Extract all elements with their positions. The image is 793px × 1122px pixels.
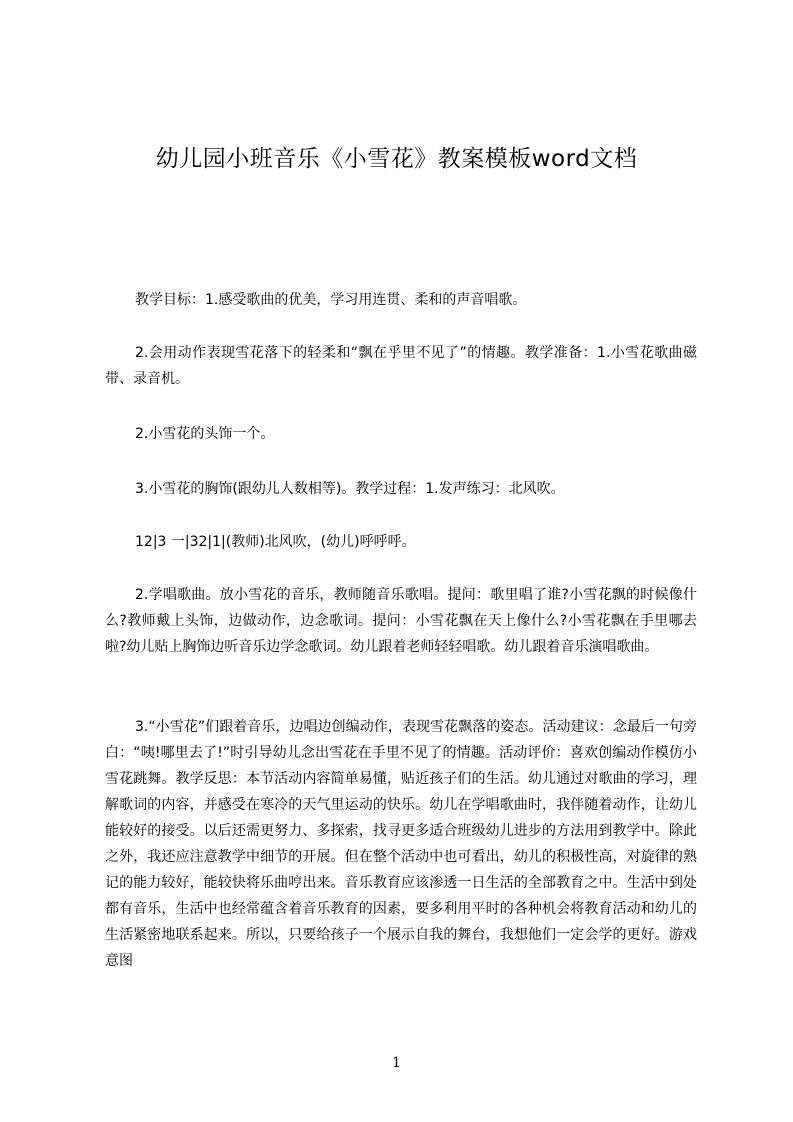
paragraph-reflection: 3.“小雪花”们跟着音乐，边唱边创编动作，表现雪花飘落的姿态。活动建议：念最后一句旁白：“咦!哪里去了!”时引导幼儿念出雪花在手里不见了的情趣。活动评价：喜欢创编动作模仿小雪花跳舞。教学反思：本节活动内容简单易懂，贴近孩子们的生活。幼儿通过对歌曲的学习，理解歌词的内容，并感受在寒冷的天气里运动的快乐。幼儿在学唱歌曲时，我伴随着动作，让幼儿能较好的接受。以后还需更努力、多探索，找寻更多适合班级幼儿进步的方法用到教学中。除此之外，我还应注意教学中细节的开展。但在整个活动中也可看出，幼儿的积极性高，对旋律的熟记的能力较好，能较快将乐曲哼出来。音乐教育应该渗透一日生活的全部教育之中。生活中到处都有音乐，生活中也经常蕴含着音乐教育的因素，要多利用平时的各种机会将教育活动和幼儿的生活紧密地联系起来。所以，只要给孩子一个展示自我的舞台，我想他们一定会学的更好。游戏意图 [105, 719, 697, 969]
paragraph-objectives: 教学目标：1.感受歌曲的优美，学习用连贯、柔和的声音唱歌。 [135, 292, 527, 308]
paragraph-vocal-exercise: 12|3 一|32|1|(教师)北风吹，(幼儿)呼呼呼。 [135, 534, 416, 550]
paragraph-chest-badge: 3.小雪花的胸饰(跟幼儿人数相等)。教学过程：1.发声练习：北风吹。 [135, 481, 565, 497]
paragraph-objective-2: 2.会用动作表现雪花落下的轻柔和“飘在乎里不见了”的情趣。教学准备：1.小雪花歌曲磁带、录音机。 [105, 345, 697, 387]
document-title: 幼儿园小班音乐《小雪花》教案模板word文档 [155, 146, 638, 172]
paragraph-learn-song: 2.学唱歌曲。放小雪花的音乐，教师随音乐歌唱。提问：歌里唱了谁?小雪花飘的时候像什么?教师戴上头饰，边做动作，边念歌词。提问：小雪花飘在天上像什么?小雪花飘在手里哪去啦?幼儿贴上胸饰边听音乐边学念歌词。幼儿跟着老师轻轻唱歌。幼儿跟着音乐演唱歌曲。 [105, 587, 697, 655]
paragraph-headwear: 2.小雪花的头饰一个。 [135, 426, 275, 442]
page-number: 1 [392, 1055, 401, 1071]
